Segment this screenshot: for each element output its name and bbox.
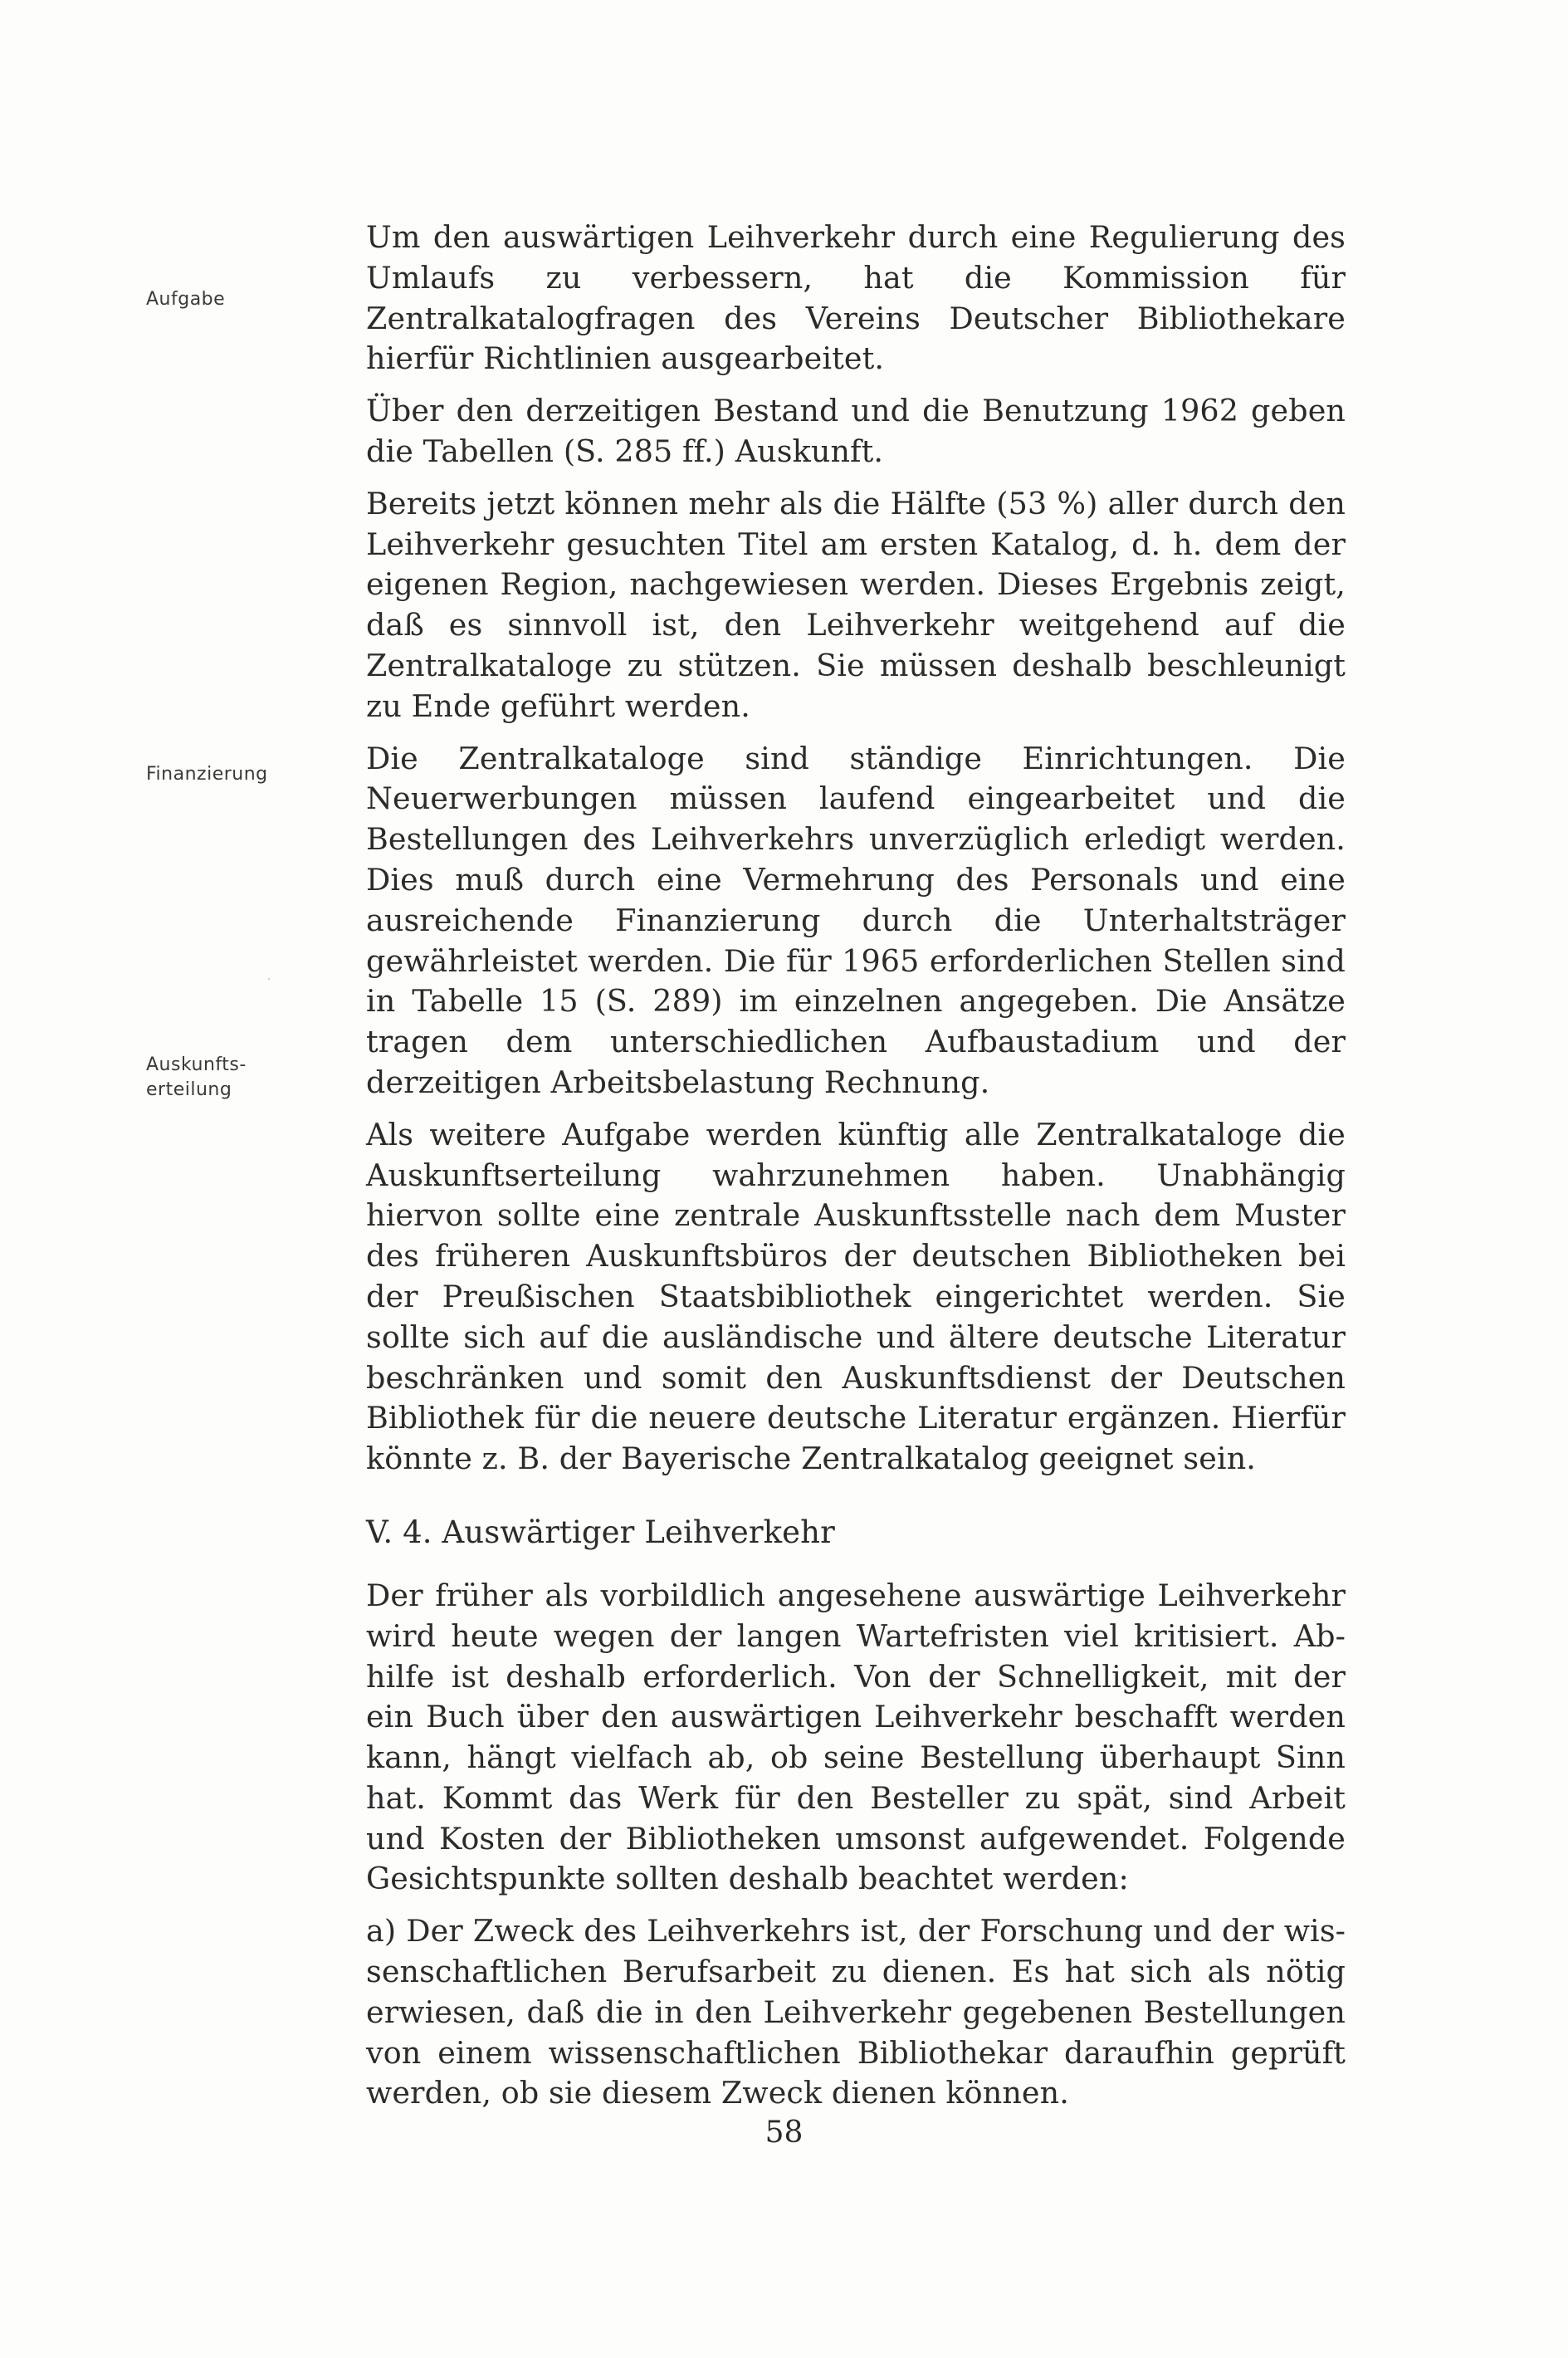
paragraph-ergebnis: Bereits jetzt können mehr als die Hälfte (53 %) aller durch den Leihverkehr gesuchten Titel am ersten Katalog, d. h. dem der eigenen Region, nachgewiesen werden. Dieses Ergebnis zeigt, daß es sinnvoll ist, den Leihverkehr weitgehend auf die Zentralkataloge zu stützen. Sie müssen deshalb beschleunigt zu Ende geführt werden.	[366, 485, 1346, 724]
paragraph-zweck: a) Der Zweck des Leihverkehrs ist, der Forschung und der wissenschaftlichen Berufsarbeit zu dienen. Es hat sich als nötig erwiesen, daß die in den Leihverkehr gegebenen Bestellungen von einem wissenschaftlichen Bibliothekar daraufhin geprüft werden, ob sie diesem Zweck dienen können.	[366, 1913, 1346, 2111]
margin-note-auskunftserteilung	[146, 1053, 312, 1103]
scan-artifact	[268, 978, 270, 980]
paragraph-bestand: Über den derzeitigen Bestand und die Benutzung 1962 geben die Tabellen (S. 285 ff.) Auskunft.	[366, 393, 1346, 469]
margin-note-finanzierung: Finanzierung	[146, 764, 268, 785]
paragraph-finanzierung: Die Zentralkataloge sind ständige Einrichtungen. Die Neuerwerbungen müssen laufend eingearbeitet und die Bestellungen des Leihverkehrs unverzüglich erledigt werden. Dies muß durch eine Vermehrung des Personals und eine ausreichende Finanzierung durch die Unterhaltsträger gewährleistet werden. Die für 1965 erforderlichen Stellen sind in Tabelle 15 (S. 289) im einzelnen angegeben. Die Ansätze tragen dem unterschiedlichen Aufbaustadium und der derzeitigen Arbeitsbelastung Rechnung.	[366, 740, 1346, 1100]
margin-note-auskunft-line2: erteilung	[146, 1079, 232, 1100]
margin-note-auskunft-line1: Auskunfts-	[146, 1054, 247, 1075]
margin-note-aufgabe: Aufgabe	[146, 289, 226, 310]
paragraph-leihverkehr: Der früher als vorbildlich angesehene auswärtige Leihverkehr wird heute wegen der langen Wartefristen viel kritisiert. Abhilfe ist deshalb erforderlich. Von der Schnelligkeit, mit der ein Buch über den auswärtigen Leihverkehr beschafft werden kann, hängt vielfach ab, ob seine Bestellung überhaupt Sinn hat. Kommt das Werk für den Besteller zu spät, sind Arbeit und Kosten der Bibliotheken umsonst aufgewendet. Folgende Gesichtspunkte sollten deshalb beachtet werden:	[366, 1577, 1346, 1897]
page-number: 58	[764, 2116, 804, 2150]
section-heading: V. 4. Auswärtiger Leihverkehr	[366, 1514, 835, 1550]
body-text	[366, 218, 1346, 2126]
paragraph-regulierung: Um den auswärtigen Leihverkehr durch eine Regulierung des Umlaufs zu verbessern, hat die Kommission für Zentralkatalogfragen des Vereins Deutscher Bibliothekare hierfür Richtlinien ausgearbeitet.	[366, 219, 1346, 377]
paragraph-auskunft: Als weitere Aufgabe werden künftig alle Zentralkataloge die Auskunftserteilung wahrzunehmen haben. Unabhängig hiervon sollte eine zentrale Auskunftsstelle nach dem Muster des früheren Auskunftsbüros der deutschen Bibliotheken bei der Preußischen Staatsbibliothek eingerichtet werden. Sie sollte sich auf die ausländische und ältere deutsche Literatur beschränken und somit den Auskunftsdienst der Deutschen Bibliothek für die neuere deutsche Literatur ergänzen. Hierfür könnte z. B. der Bayerische Zentralkatalog geeignet sein.	[366, 1116, 1346, 1477]
